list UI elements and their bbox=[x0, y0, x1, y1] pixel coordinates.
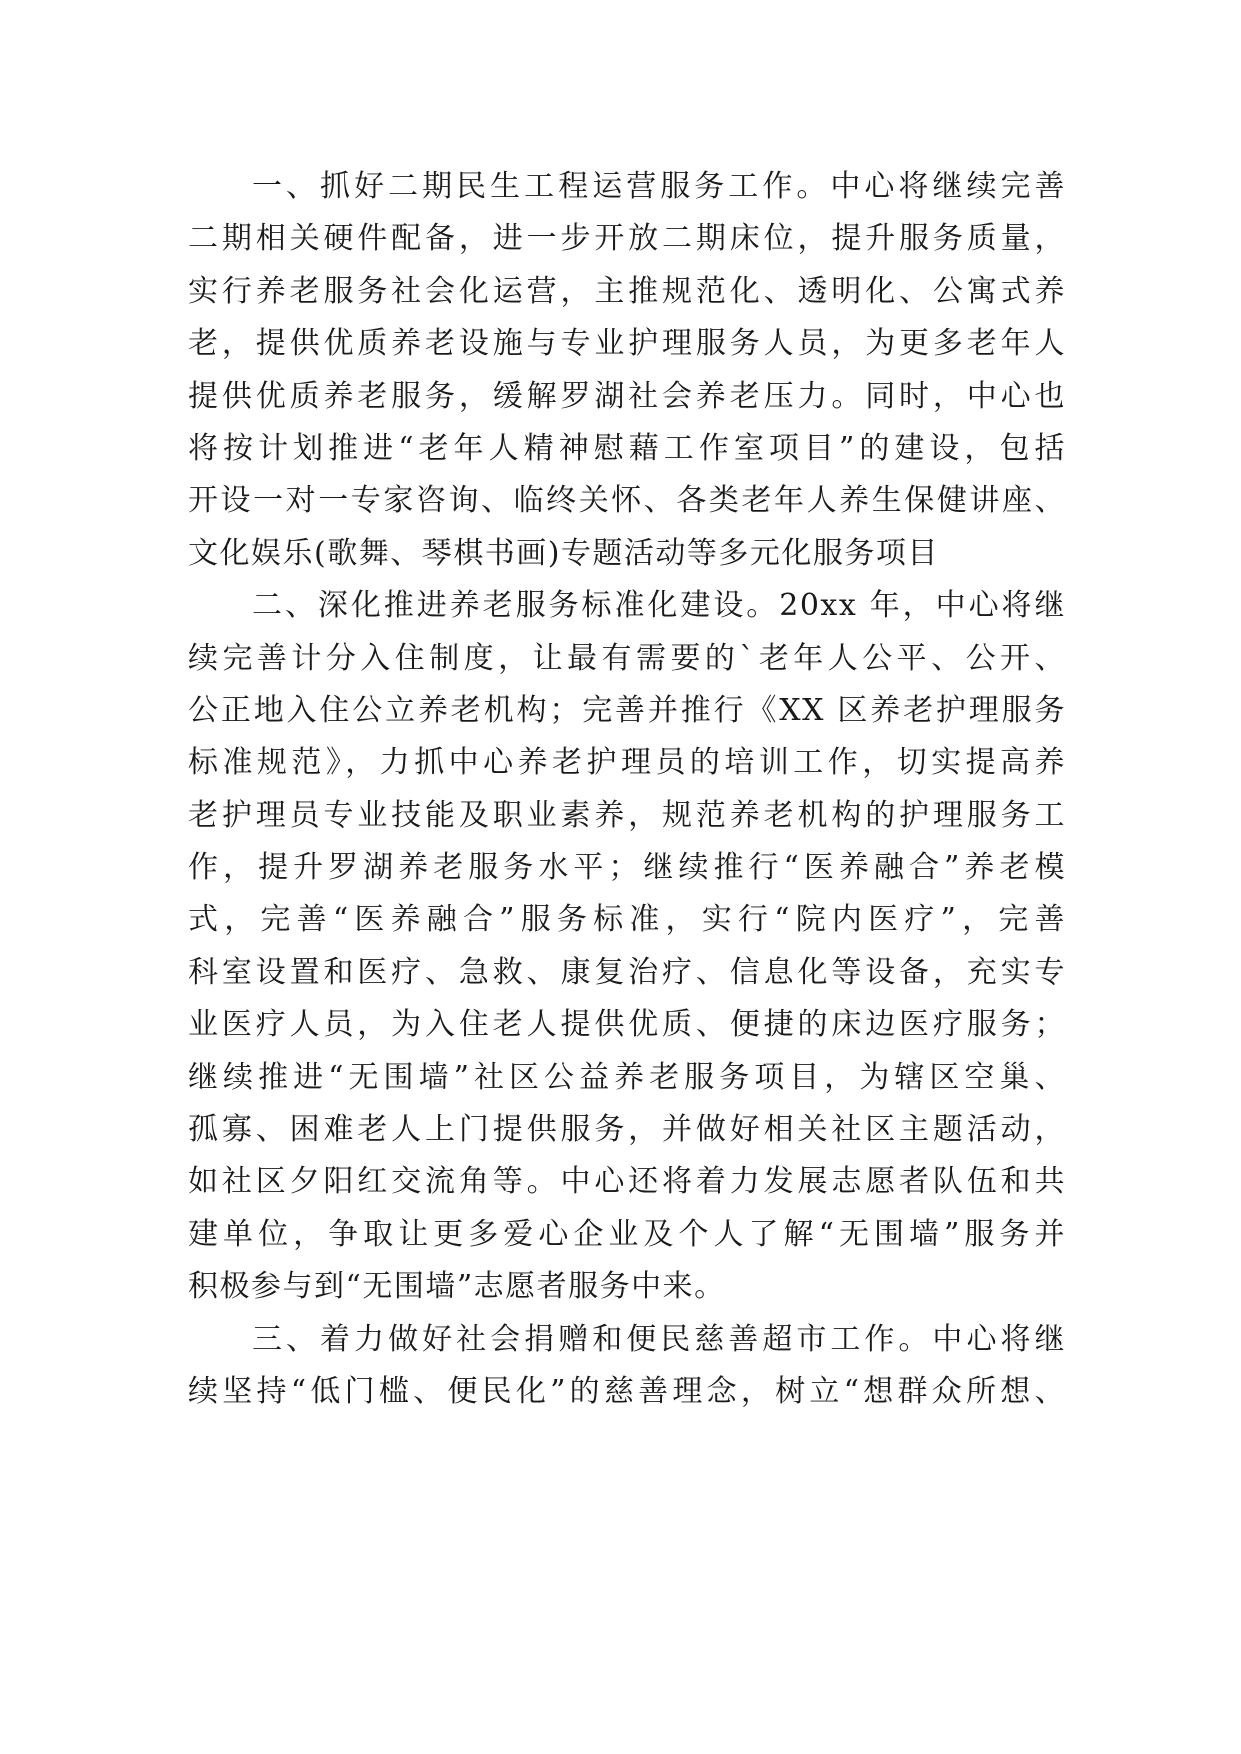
document-body bbox=[188, 161, 1066, 1418]
text-line: 作，提升罗湖养老服务水平；继续推行“医养融合”养老模 bbox=[188, 850, 1066, 886]
text-line: 续坚持“低门槛、便民化”的慈善理念，树立“想群众所想、 bbox=[188, 1373, 1066, 1409]
text-line: 孤寡、困难老人上门提供服务，并做好相关社区主题活动， bbox=[188, 1112, 1066, 1148]
text-line: 积极参与到“无围墙”志愿者服务中来。 bbox=[188, 1269, 726, 1305]
paragraph-3 bbox=[188, 1314, 1066, 1419]
text-line: 文化娱乐(歌舞、琴棋书画)专题活动等多元化服务项目 bbox=[188, 535, 939, 571]
text-line: 续完善计分入住制度，让最有需要的`老年人公平、公开、 bbox=[188, 640, 1066, 676]
text-line: 如社区夕阳红交流角等。中心还将着力发展志愿者队伍和共 bbox=[188, 1164, 1066, 1200]
paragraph-1 bbox=[188, 161, 1066, 580]
text-line: 科室设置和医疗、急救、康复治疗、信息化等设备，充实专 bbox=[188, 954, 1066, 990]
text-line: 提供优质养老服务，缓解罗湖社会养老压力。同时，中心也 bbox=[188, 378, 1066, 414]
text-line: 建单位，争取让更多爱心企业及个人了解“无围墙”服务并 bbox=[188, 1216, 1066, 1252]
text-line: 老护理员专业技能及职业素养，规范养老机构的护理服务工 bbox=[188, 797, 1066, 833]
text-line: 实行养老服务社会化运营，主推规范化、透明化、公寓式养 bbox=[188, 273, 1066, 309]
text-line: 业医疗人员，为入住老人提供优质、便捷的床边医疗服务； bbox=[188, 1007, 1066, 1043]
text-line: 开设一对一专家咨询、临终关怀、各类老年人养生保健讲座、 bbox=[188, 483, 1066, 519]
text-line: 一、抓好二期民生工程运营服务工作。中心将继续完善 bbox=[252, 169, 1066, 204]
text-line: 继续推进“无围墙”社区公益养老服务项目，为辖区空巢、 bbox=[188, 1059, 1066, 1095]
text-line: 三、着力做好社会捐赠和便民慈善超市工作。中心将继 bbox=[252, 1321, 1066, 1357]
text-line: 老，提供优质养老设施与专业护理服务人员，为更多老年人 bbox=[188, 326, 1066, 362]
text-line: 标准规范》，力抓中心养老护理员的培训工作，切实提高养 bbox=[188, 745, 1066, 781]
text-line: 式，完善“医养融合”服务标准，实行“院内医疗”，完善 bbox=[188, 902, 1066, 938]
text-line: 公正地入住公立养老机构；完善并推行《XX 区养老护理服务 bbox=[188, 692, 1066, 728]
text-line: 二期相关硬件配备，进一步开放二期床位，提升服务质量， bbox=[188, 221, 1066, 257]
text-line: 二、深化推进养老服务标准化建设。20xx 年，中心将继 bbox=[252, 588, 1066, 624]
paragraph-2 bbox=[188, 580, 1066, 1313]
text-line: 将按计划推进“老年人精神慰藉工作室项目”的建设，包括 bbox=[188, 430, 1066, 466]
